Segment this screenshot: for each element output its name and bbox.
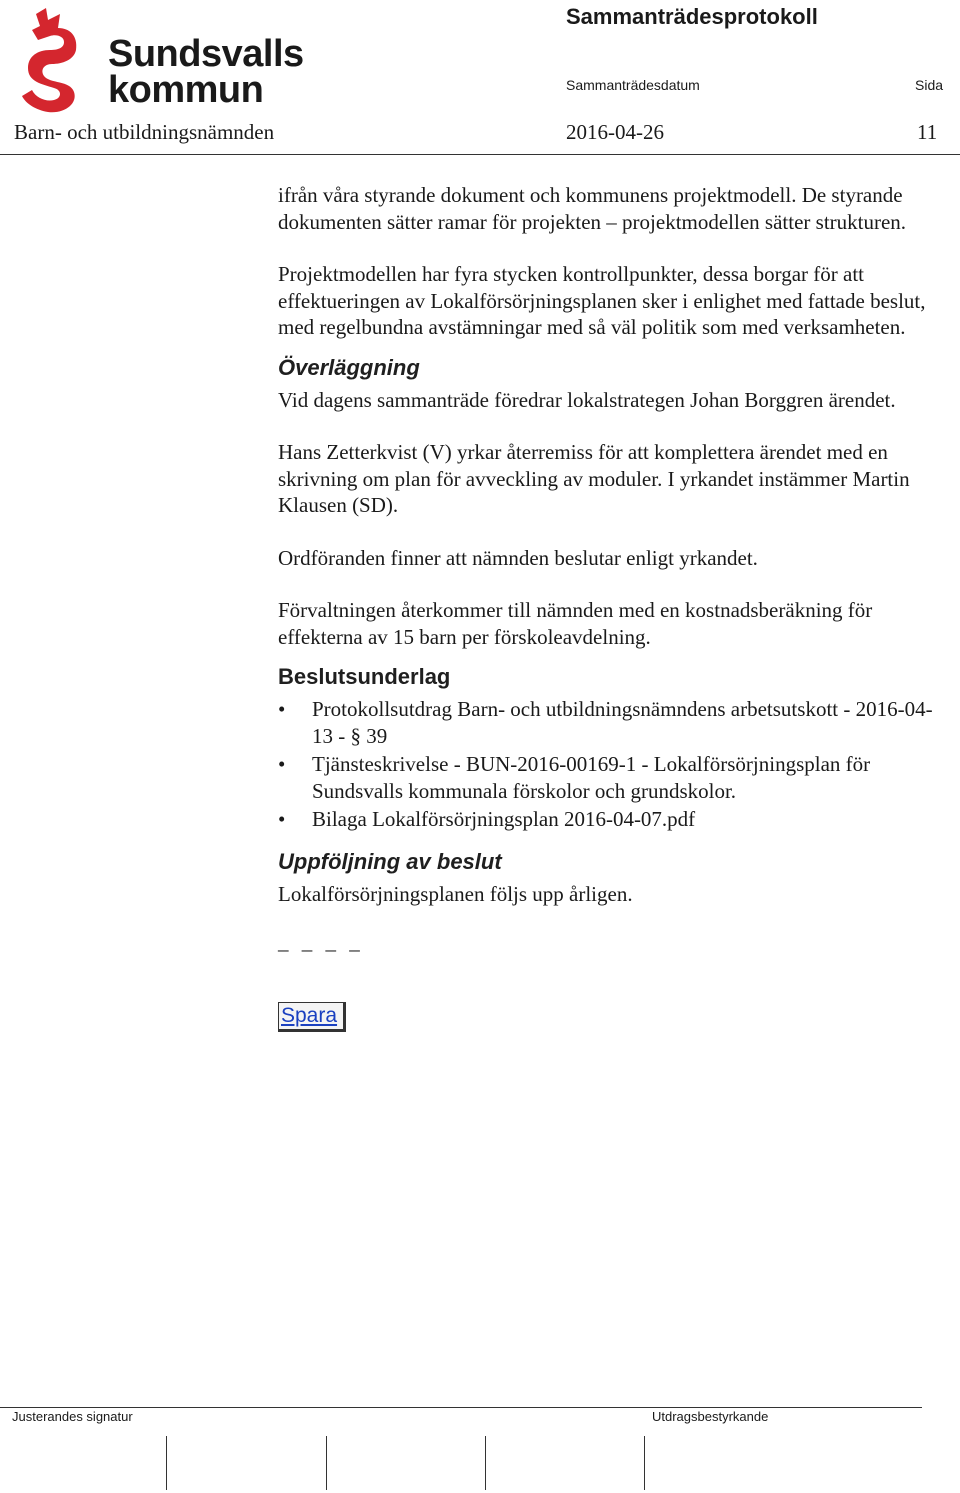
- dragon-emblem-icon: [18, 6, 88, 116]
- protocol-body: [278, 182, 938, 1032]
- signature-box-divider: [644, 1436, 645, 1490]
- extract-certification-label: Utdragsbestyrkande: [652, 1409, 769, 1424]
- sundsvall-logo: [18, 6, 308, 116]
- list-item: [278, 751, 938, 804]
- page-label: Sida: [915, 77, 944, 93]
- header-divider: [0, 154, 960, 155]
- signature-label: Justerandes signatur: [12, 1409, 133, 1424]
- heading-decision-basis: Beslutsunderlag: [278, 664, 451, 689]
- signature-box-divider: [326, 1436, 327, 1490]
- page-number: 11: [917, 120, 938, 144]
- separator-dashes: _ _ _ _: [278, 930, 364, 954]
- bullet-icon: •: [278, 807, 286, 831]
- list-item: [278, 696, 938, 749]
- list-item-text: Protokollsutdrag Barn- och utbildningsnämndens arbetsutskott - 2016-04-13 - § 39: [312, 697, 933, 748]
- paragraph: Ordföranden finner att nämnden beslutar enligt yrkandet.: [278, 545, 758, 570]
- logo-line-2: kommun: [108, 69, 264, 111]
- heading-follow-up: Uppföljning av beslut: [278, 848, 502, 874]
- paragraph: Lokalförsörjningsplanen följs upp årligen.: [278, 881, 633, 906]
- paragraph: Förvaltningen återkommer till nämnden med en kostnadsberäkning för effekterna av 15 barn per förskoleavdelning.: [278, 598, 873, 649]
- bullet-icon: •: [278, 697, 286, 721]
- meeting-date: 2016-04-26: [566, 120, 664, 144]
- paragraph: ifrån våra styrande dokument och kommunens projektmodell. De styrande dokumenten sätter ramar för projekten – projektmodellen sätter strukturen.: [278, 183, 907, 234]
- board-name: Barn- och utbildningsnämnden: [14, 120, 275, 144]
- logo-wordmark: [108, 33, 304, 111]
- paragraph: Hans Zetterkvist (V) yrkar återremiss för att komplettera ärendet med en skrivning om plan för avveckling av moduler. I yrkandet instämmer Martin Klausen (SD).: [278, 440, 910, 517]
- document-title: Sammanträdesprotokoll: [566, 4, 818, 29]
- logo-line-1: Sundsvalls: [108, 33, 304, 75]
- paragraph: Projektmodellen har fyra stycken kontrollpunkter, dessa borgar för att effektueringen av Lokalförsörjningsplanen sker i enlighet med fattade beslut, med regelbundna avstämningar med så väl politik som med verksamheten.: [278, 262, 926, 339]
- list-item-text: Tjänsteskrivelse - BUN-2016-00169-1 - Lokalförsörjningsplan för Sundsvalls kommunala förskolor och grundskolor.: [312, 752, 871, 803]
- signature-box-divider: [166, 1436, 167, 1490]
- bullet-icon: •: [278, 752, 286, 776]
- list-item: [278, 806, 938, 833]
- save-button[interactable]: Spara: [278, 1002, 346, 1032]
- meeting-date-label: Sammanträdesdatum: [566, 77, 700, 93]
- footer-divider: [0, 1407, 922, 1408]
- signature-box-divider: [485, 1436, 486, 1490]
- paragraph: Vid dagens sammanträde föredrar lokalstrategen Johan Borggren ärendet.: [278, 387, 896, 412]
- list-item-text: Bilaga Lokalförsörjningsplan 2016-04-07.pdf: [312, 807, 696, 831]
- heading-deliberation: Överläggning: [278, 354, 420, 380]
- decision-basis-list: [278, 696, 938, 833]
